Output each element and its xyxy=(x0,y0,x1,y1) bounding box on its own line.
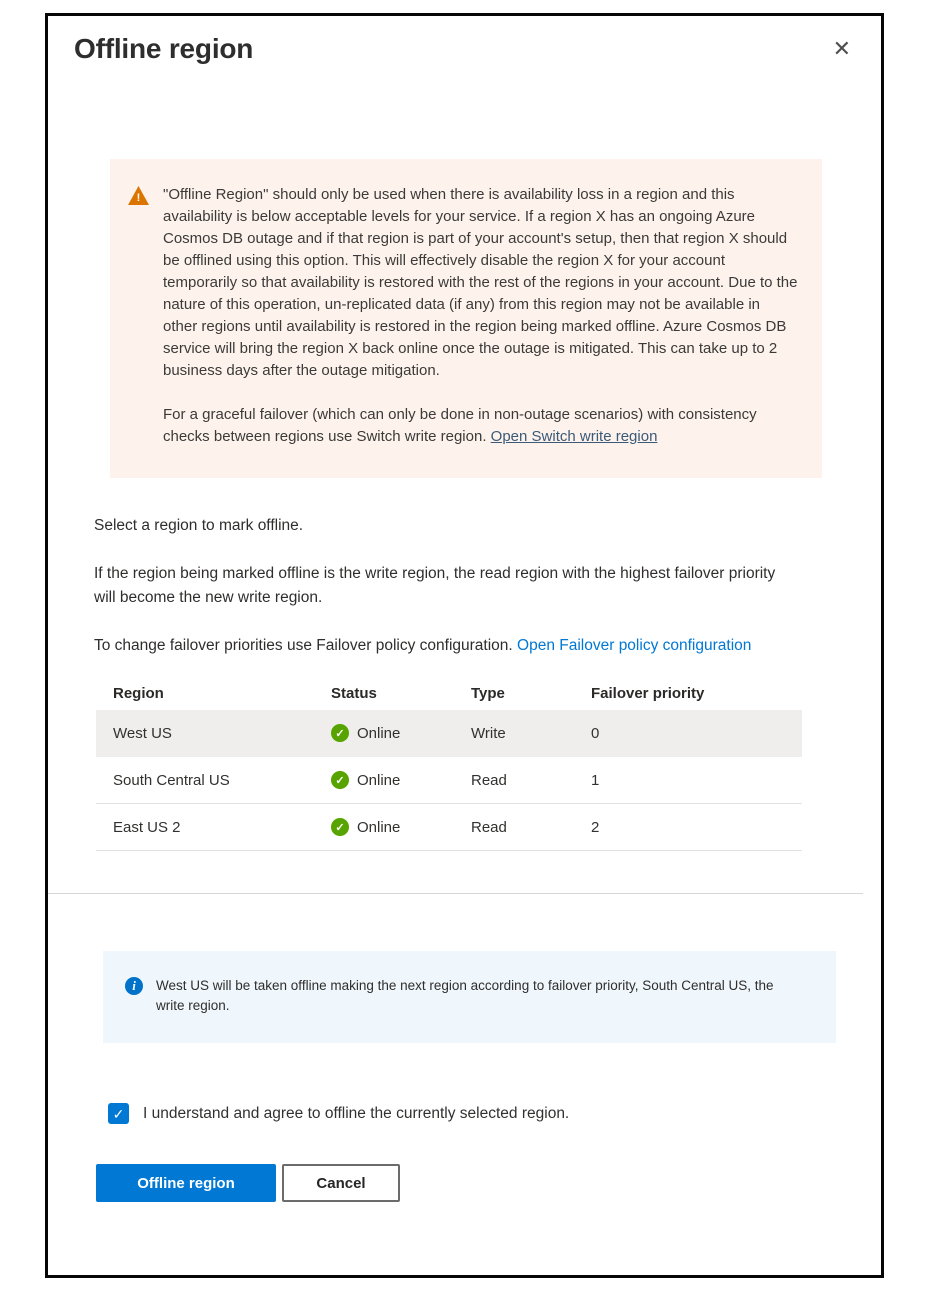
status-cell xyxy=(331,771,471,789)
info-banner xyxy=(103,951,836,1043)
region-cell: East US 2 xyxy=(113,818,181,836)
close-icon: ✕ xyxy=(832,36,851,61)
footer-buttons xyxy=(96,1164,881,1202)
status-cell xyxy=(331,818,471,836)
regions-table xyxy=(96,676,802,851)
close-button[interactable] xyxy=(833,38,851,60)
table-row[interactable] xyxy=(96,710,802,757)
select-region-text: Select a region to mark offline. xyxy=(94,517,304,534)
status-label: Online xyxy=(357,818,401,836)
column-header-region: Region xyxy=(113,684,164,702)
offline-region-dialog xyxy=(45,13,884,1278)
region-cell: South Central US xyxy=(113,771,230,789)
column-header-status: Status xyxy=(331,684,377,702)
column-header-type: Type xyxy=(471,684,505,702)
online-status-icon: ✓ xyxy=(331,724,349,742)
warning-paragraph-1: "Offline Region" should only be used when there is availability loss in a region and this availability is below acceptable levels for your service. If a region X has an ongoing Azure Cosmos DB outage and if that region is part of your account's setup, then that region X should be offlined using this option. This will effectively disable the region X for your account temporarily so that availability is restored with the rest of the regions in your account. Due to the nature of this operation, un-replicated data (if any) from this region may not be available in other regions until availability is restored in the region being marked offline. Azure Cosmos DB service will bring the region X back online once the outage is mitigated. This can take up to 2 business days after the outage mitigation. xyxy=(163,186,798,379)
checkmark-icon: ✓ xyxy=(112,1105,125,1122)
write-region-text: If the region being marked offline is the write region, the read region with the highest failover priority will become the new write region. xyxy=(94,565,776,606)
type-cell: Read xyxy=(471,818,507,836)
open-switch-write-region-link[interactable]: Open Switch write region xyxy=(490,428,658,445)
warning-paragraph-2: For a graceful failover (which can only be done in non-outage scenarios) with consistency checks between regions use Switch write region. Open Switch write region xyxy=(163,406,757,445)
info-text: West US will be taken offline making the next region according to failover priority, South Central US, the write region. xyxy=(156,978,774,1013)
priority-cell: 2 xyxy=(591,818,600,836)
priority-cell: 1 xyxy=(591,771,600,789)
open-failover-policy-link[interactable]: Open Failover policy configuration xyxy=(517,637,752,654)
status-label: Online xyxy=(357,771,401,789)
offline-region-button[interactable]: Offline region xyxy=(96,1164,276,1202)
agree-checkbox[interactable] xyxy=(108,1103,129,1124)
failover-priorities-text: To change failover priorities use Failover policy configuration. Open Failover policy configuration xyxy=(94,637,752,654)
table-header-row xyxy=(96,676,802,710)
online-status-icon: ✓ xyxy=(331,818,349,836)
section-divider xyxy=(48,893,863,894)
agree-row xyxy=(108,1103,881,1124)
page-title: Offline region xyxy=(74,33,254,64)
info-icon: i xyxy=(125,977,143,995)
online-status-icon: ✓ xyxy=(331,771,349,789)
type-cell: Write xyxy=(471,724,506,742)
cancel-button[interactable]: Cancel xyxy=(282,1164,400,1202)
type-cell: Read xyxy=(471,771,507,789)
region-cell: West US xyxy=(113,724,172,742)
table-row[interactable] xyxy=(96,804,802,851)
status-cell xyxy=(331,724,471,742)
warning-banner xyxy=(110,159,822,478)
agree-checkbox-label[interactable]: I understand and agree to offline the currently selected region. xyxy=(143,1104,570,1122)
priority-cell: 0 xyxy=(591,724,600,742)
status-label: Online xyxy=(357,724,401,742)
warning-triangle-icon: ! xyxy=(128,186,149,205)
column-header-failover-priority: Failover priority xyxy=(591,684,705,702)
region-table-body xyxy=(96,710,802,851)
table-row[interactable] xyxy=(96,757,802,804)
